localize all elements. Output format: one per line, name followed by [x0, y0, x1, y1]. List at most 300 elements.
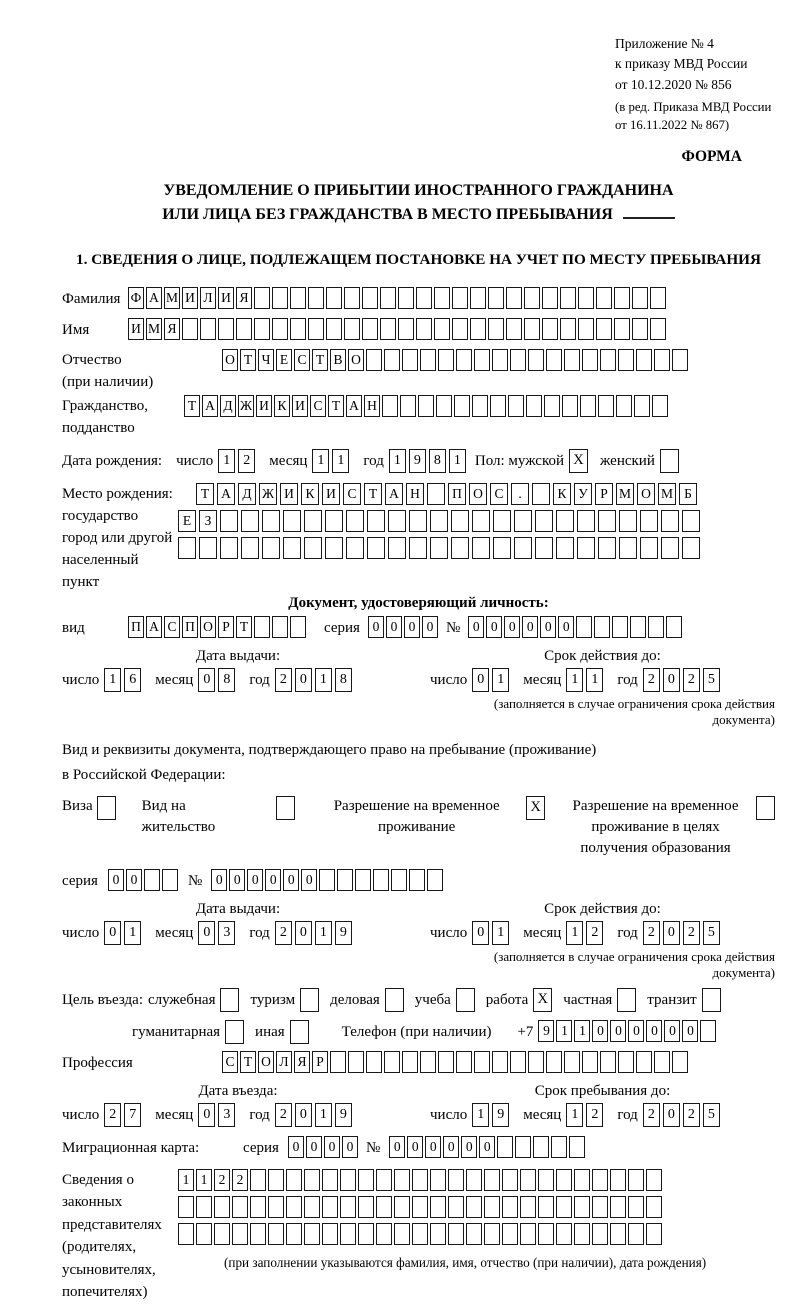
cell[interactable] — [682, 537, 700, 559]
cell[interactable] — [538, 1223, 554, 1245]
migration-series-cells[interactable] — [288, 1136, 360, 1158]
cell[interactable] — [666, 616, 682, 638]
cell[interactable] — [556, 537, 574, 559]
cell[interactable] — [384, 1051, 400, 1073]
cell[interactable] — [448, 1196, 464, 1218]
stay-year-cells[interactable] — [643, 1103, 723, 1127]
cell[interactable] — [682, 510, 700, 532]
purpose-business-checkbox[interactable] — [385, 988, 404, 1012]
cell[interactable] — [618, 1051, 634, 1073]
cell[interactable] — [304, 1169, 320, 1191]
cell[interactable]: 1 — [566, 921, 583, 945]
cell[interactable]: Р — [218, 616, 234, 638]
cell[interactable] — [497, 1136, 513, 1158]
cell[interactable] — [262, 510, 280, 532]
cell[interactable] — [344, 318, 360, 340]
cell[interactable]: П — [182, 616, 198, 638]
cell[interactable] — [241, 537, 259, 559]
cell[interactable] — [348, 1051, 364, 1073]
cell[interactable]: 1 — [566, 1103, 583, 1127]
cell[interactable] — [470, 287, 486, 309]
cell[interactable] — [358, 1223, 374, 1245]
cell[interactable]: 0 — [628, 1020, 644, 1042]
cell[interactable] — [409, 510, 427, 532]
cell[interactable]: 0 — [422, 616, 438, 638]
cell[interactable] — [409, 537, 427, 559]
cell[interactable]: 0 — [104, 921, 121, 945]
cell[interactable] — [196, 1196, 212, 1218]
purpose-transit-checkbox[interactable] — [702, 988, 721, 1012]
cell[interactable]: А — [146, 287, 162, 309]
stay-day-cells[interactable] — [472, 1103, 512, 1127]
cell[interactable] — [398, 318, 414, 340]
cell[interactable] — [362, 318, 378, 340]
cell[interactable] — [577, 510, 595, 532]
cell[interactable] — [400, 395, 416, 417]
cell[interactable]: 0 — [368, 616, 384, 638]
cell[interactable] — [178, 1223, 194, 1245]
cell[interactable]: А — [217, 483, 235, 505]
cell[interactable] — [232, 1223, 248, 1245]
cell[interactable] — [564, 349, 580, 371]
cell[interactable] — [322, 1169, 338, 1191]
cell[interactable] — [325, 510, 343, 532]
cell[interactable] — [290, 287, 306, 309]
cell[interactable] — [391, 869, 407, 891]
cell[interactable] — [472, 510, 490, 532]
cell[interactable]: Е — [178, 510, 196, 532]
cell[interactable]: 0 — [682, 1020, 698, 1042]
cell[interactable] — [636, 1051, 652, 1073]
cell[interactable] — [438, 1051, 454, 1073]
identity-valid-month-cells[interactable] — [566, 668, 606, 692]
cell[interactable] — [582, 349, 598, 371]
cell[interactable] — [488, 318, 504, 340]
cell[interactable] — [402, 349, 418, 371]
cell[interactable]: Т — [312, 349, 328, 371]
cell[interactable] — [430, 1169, 446, 1191]
cell[interactable] — [388, 510, 406, 532]
cell[interactable] — [250, 1196, 266, 1218]
cell[interactable] — [574, 1223, 590, 1245]
cell[interactable] — [502, 1223, 518, 1245]
cell[interactable]: Ч — [258, 349, 274, 371]
cell[interactable] — [492, 349, 508, 371]
given-name-cells[interactable] — [128, 318, 668, 340]
cell[interactable] — [466, 1169, 482, 1191]
cell[interactable] — [532, 483, 550, 505]
edu-permit-checkbox[interactable] — [756, 796, 775, 820]
cell[interactable]: 9 — [335, 921, 352, 945]
cell[interactable]: 0 — [664, 1020, 680, 1042]
cell[interactable] — [358, 1169, 374, 1191]
cell[interactable]: И — [280, 483, 298, 505]
cell[interactable] — [628, 1196, 644, 1218]
cell[interactable] — [178, 1196, 194, 1218]
cell[interactable]: 1 — [315, 921, 332, 945]
cell[interactable] — [337, 869, 353, 891]
identity-number-cells[interactable] — [468, 616, 684, 638]
cell[interactable]: 2 — [214, 1169, 230, 1191]
cell[interactable] — [380, 287, 396, 309]
birth-place-row3-cells[interactable] — [178, 537, 703, 559]
cell[interactable] — [515, 1136, 531, 1158]
cell[interactable]: 8 — [218, 668, 235, 692]
cell[interactable] — [493, 537, 511, 559]
identity-issue-month-cells[interactable] — [198, 668, 238, 692]
cell[interactable] — [544, 395, 560, 417]
cell[interactable] — [650, 287, 666, 309]
cell[interactable] — [560, 318, 576, 340]
cell[interactable]: К — [553, 483, 571, 505]
cell[interactable] — [456, 349, 472, 371]
cell[interactable] — [398, 287, 414, 309]
cell[interactable]: 0 — [386, 616, 402, 638]
cell[interactable]: К — [274, 395, 290, 417]
cell[interactable] — [340, 1196, 356, 1218]
cell[interactable]: . — [511, 483, 529, 505]
cell[interactable]: 0 — [283, 869, 299, 891]
cell[interactable]: Т — [184, 395, 200, 417]
cell[interactable]: 2 — [643, 668, 660, 692]
cell[interactable]: С — [490, 483, 508, 505]
cell[interactable]: 5 — [703, 1103, 720, 1127]
cell[interactable] — [542, 318, 558, 340]
cell[interactable]: 1 — [566, 668, 583, 692]
cell[interactable]: 0 — [342, 1136, 358, 1158]
cell[interactable]: 1 — [315, 668, 332, 692]
cell[interactable]: 2 — [683, 1103, 700, 1127]
cell[interactable] — [144, 869, 160, 891]
cell[interactable]: 0 — [295, 1103, 312, 1127]
cell[interactable]: 0 — [592, 1020, 608, 1042]
cell[interactable]: М — [164, 287, 180, 309]
cell[interactable] — [452, 287, 468, 309]
cell[interactable]: 2 — [275, 668, 292, 692]
cell[interactable]: Т — [236, 616, 252, 638]
cell[interactable] — [340, 1223, 356, 1245]
cell[interactable] — [200, 318, 216, 340]
cell[interactable] — [250, 1169, 266, 1191]
cell[interactable] — [520, 1169, 536, 1191]
cell[interactable]: 0 — [108, 869, 124, 891]
cell[interactable] — [616, 395, 632, 417]
cell[interactable]: В — [330, 349, 346, 371]
residence-series-cells[interactable] — [108, 869, 180, 891]
cell[interactable] — [451, 537, 469, 559]
cell[interactable] — [646, 1223, 662, 1245]
cell[interactable] — [600, 349, 616, 371]
cell[interactable]: Б — [679, 483, 697, 505]
cell[interactable] — [367, 537, 385, 559]
legal-row1-cells[interactable] — [178, 1169, 664, 1191]
cell[interactable]: 0 — [306, 1136, 322, 1158]
purpose-humanitarian-checkbox[interactable] — [225, 1020, 244, 1044]
cell[interactable]: М — [146, 318, 162, 340]
cell[interactable] — [556, 510, 574, 532]
cell[interactable]: Я — [236, 287, 252, 309]
cell[interactable]: Н — [406, 483, 424, 505]
cell[interactable] — [493, 510, 511, 532]
cell[interactable]: О — [469, 483, 487, 505]
cell[interactable]: 0 — [389, 1136, 405, 1158]
cell[interactable]: О — [222, 349, 238, 371]
cell[interactable]: 0 — [443, 1136, 459, 1158]
cell[interactable]: 2 — [275, 1103, 292, 1127]
cell[interactable] — [472, 537, 490, 559]
cell[interactable] — [436, 395, 452, 417]
cell[interactable]: 0 — [540, 616, 556, 638]
cell[interactable] — [562, 395, 578, 417]
cell[interactable]: 2 — [232, 1169, 248, 1191]
birth-month-cells[interactable] — [312, 449, 352, 473]
cell[interactable] — [434, 287, 450, 309]
cell[interactable] — [672, 349, 688, 371]
cell[interactable]: У — [574, 483, 592, 505]
cell[interactable]: 1 — [556, 1020, 572, 1042]
cell[interactable] — [598, 510, 616, 532]
cell[interactable] — [268, 1196, 284, 1218]
cell[interactable] — [574, 1169, 590, 1191]
cell[interactable] — [326, 287, 342, 309]
cell[interactable] — [304, 1196, 320, 1218]
cell[interactable]: Я — [164, 318, 180, 340]
cell[interactable] — [634, 395, 650, 417]
cell[interactable]: 1 — [586, 668, 603, 692]
cell[interactable] — [506, 318, 522, 340]
cell[interactable] — [484, 1169, 500, 1191]
cell[interactable] — [619, 537, 637, 559]
cell[interactable] — [344, 287, 360, 309]
cell[interactable]: 1 — [312, 449, 329, 473]
birth-year-cells[interactable] — [389, 449, 469, 473]
cell[interactable] — [618, 349, 634, 371]
cell[interactable] — [594, 616, 610, 638]
cell[interactable] — [199, 537, 217, 559]
cell[interactable] — [283, 537, 301, 559]
cell[interactable]: 2 — [586, 921, 603, 945]
birth-day-cells[interactable] — [218, 449, 258, 473]
patronymic-cells[interactable] — [222, 349, 690, 371]
cell[interactable]: 0 — [211, 869, 227, 891]
cell[interactable]: 0 — [198, 921, 215, 945]
cell[interactable] — [290, 616, 306, 638]
cell[interactable]: 0 — [472, 668, 489, 692]
cell[interactable] — [330, 1051, 346, 1073]
cell[interactable] — [241, 510, 259, 532]
stay-month-cells[interactable] — [566, 1103, 606, 1127]
cell[interactable] — [418, 395, 434, 417]
cell[interactable]: Т — [240, 349, 256, 371]
cell[interactable] — [533, 1136, 549, 1158]
cell[interactable] — [508, 395, 524, 417]
cell[interactable] — [582, 1051, 598, 1073]
cell[interactable] — [382, 395, 398, 417]
cell[interactable]: 3 — [218, 921, 235, 945]
cell[interactable] — [409, 869, 425, 891]
cell[interactable]: П — [448, 483, 466, 505]
cell[interactable]: Т — [328, 395, 344, 417]
purpose-official-checkbox[interactable] — [220, 988, 239, 1012]
cell[interactable] — [596, 287, 612, 309]
cell[interactable]: П — [128, 616, 144, 638]
purpose-tourism-checkbox[interactable] — [300, 988, 319, 1012]
cell[interactable]: С — [294, 349, 310, 371]
cell[interactable] — [220, 537, 238, 559]
cell[interactable]: Р — [595, 483, 613, 505]
cell[interactable] — [632, 287, 648, 309]
cell[interactable] — [325, 537, 343, 559]
cell[interactable] — [577, 537, 595, 559]
cell[interactable] — [236, 318, 252, 340]
cell[interactable]: И — [256, 395, 272, 417]
cell[interactable] — [510, 1051, 526, 1073]
cell[interactable] — [610, 1169, 626, 1191]
cell[interactable] — [394, 1169, 410, 1191]
cell[interactable] — [214, 1223, 230, 1245]
cell[interactable] — [502, 1196, 518, 1218]
cell[interactable] — [652, 395, 668, 417]
cell[interactable] — [380, 318, 396, 340]
cell[interactable] — [254, 616, 270, 638]
cell[interactable]: 2 — [643, 921, 660, 945]
cell[interactable] — [535, 510, 553, 532]
cell[interactable] — [402, 1051, 418, 1073]
cell[interactable]: 0 — [126, 869, 142, 891]
cell[interactable]: 2 — [683, 921, 700, 945]
cell[interactable] — [376, 1223, 392, 1245]
cell[interactable] — [672, 1051, 688, 1073]
cell[interactable]: И — [128, 318, 144, 340]
cell[interactable] — [580, 395, 596, 417]
cell[interactable]: 1 — [574, 1020, 590, 1042]
identity-valid-year-cells[interactable] — [643, 668, 723, 692]
phone-cells[interactable] — [538, 1020, 718, 1042]
cell[interactable] — [490, 395, 506, 417]
cell[interactable]: Н — [364, 395, 380, 417]
cell[interactable] — [376, 1196, 392, 1218]
cell[interactable]: 1 — [104, 668, 121, 692]
cell[interactable] — [268, 1223, 284, 1245]
cell[interactable]: 1 — [332, 449, 349, 473]
cell[interactable] — [661, 537, 679, 559]
cell[interactable] — [430, 537, 448, 559]
cell[interactable] — [162, 869, 178, 891]
cell[interactable]: Л — [276, 1051, 292, 1073]
cell[interactable] — [388, 537, 406, 559]
cell[interactable] — [564, 1051, 580, 1073]
residence-issue-year-cells[interactable] — [275, 921, 355, 945]
purpose-other-checkbox[interactable] — [290, 1020, 309, 1044]
cell[interactable]: М — [616, 483, 634, 505]
cell[interactable]: 7 — [124, 1103, 141, 1127]
cell[interactable] — [384, 349, 400, 371]
cell[interactable] — [526, 395, 542, 417]
cell[interactable] — [628, 1223, 644, 1245]
cell[interactable]: 8 — [429, 449, 446, 473]
cell[interactable] — [610, 1196, 626, 1218]
identity-series-cells[interactable] — [368, 616, 440, 638]
cell[interactable] — [438, 349, 454, 371]
cell[interactable]: 1 — [124, 921, 141, 945]
cell[interactable] — [598, 395, 614, 417]
cell[interactable] — [456, 1051, 472, 1073]
temp-permit-checkbox[interactable]: X — [526, 796, 545, 820]
cell[interactable] — [612, 616, 628, 638]
cell[interactable] — [470, 318, 486, 340]
cell[interactable]: 0 — [558, 616, 574, 638]
cell[interactable] — [578, 287, 594, 309]
cell[interactable]: И — [218, 287, 234, 309]
cell[interactable] — [542, 287, 558, 309]
cell[interactable] — [600, 1051, 616, 1073]
cell[interactable]: 8 — [335, 668, 352, 692]
cell[interactable] — [373, 869, 389, 891]
cell[interactable]: 2 — [275, 921, 292, 945]
cell[interactable]: 0 — [425, 1136, 441, 1158]
cell[interactable]: С — [343, 483, 361, 505]
cell[interactable]: 5 — [703, 668, 720, 692]
identity-issue-day-cells[interactable] — [104, 668, 144, 692]
cell[interactable] — [578, 318, 594, 340]
cell[interactable]: О — [637, 483, 655, 505]
cell[interactable]: О — [200, 616, 216, 638]
cell[interactable] — [286, 1169, 302, 1191]
cell[interactable] — [416, 318, 432, 340]
cell[interactable] — [420, 1051, 436, 1073]
cell[interactable] — [272, 287, 288, 309]
purpose-work-checkbox[interactable]: X — [533, 988, 552, 1012]
identity-issue-year-cells[interactable] — [275, 668, 355, 692]
cell[interactable] — [308, 318, 324, 340]
cell[interactable]: 6 — [124, 668, 141, 692]
residence-valid-year-cells[interactable] — [643, 921, 723, 945]
purpose-private-checkbox[interactable] — [617, 988, 636, 1012]
cell[interactable]: К — [301, 483, 319, 505]
cell[interactable] — [502, 1169, 518, 1191]
cell[interactable] — [619, 510, 637, 532]
cell[interactable] — [272, 318, 288, 340]
cell[interactable] — [286, 1223, 302, 1245]
cell[interactable] — [272, 616, 288, 638]
cell[interactable] — [538, 1196, 554, 1218]
cell[interactable] — [551, 1136, 567, 1158]
cell[interactable]: З — [199, 510, 217, 532]
cell[interactable]: 9 — [538, 1020, 554, 1042]
residence-valid-month-cells[interactable] — [566, 921, 606, 945]
entry-year-cells[interactable] — [275, 1103, 355, 1127]
cell[interactable] — [466, 1223, 482, 1245]
cell[interactable] — [700, 1020, 716, 1042]
cell[interactable] — [412, 1169, 428, 1191]
cell[interactable] — [427, 483, 445, 505]
cell[interactable]: 1 — [472, 1103, 489, 1127]
cell[interactable] — [614, 318, 630, 340]
cell[interactable]: 0 — [522, 616, 538, 638]
legal-row2-cells[interactable] — [178, 1196, 664, 1218]
cell[interactable] — [640, 537, 658, 559]
cell[interactable] — [632, 318, 648, 340]
cell[interactable]: А — [385, 483, 403, 505]
cell[interactable] — [362, 287, 378, 309]
cell[interactable]: 0 — [468, 616, 484, 638]
cell[interactable] — [484, 1223, 500, 1245]
cell[interactable] — [394, 1196, 410, 1218]
cell[interactable] — [448, 1223, 464, 1245]
cell[interactable]: Д — [238, 483, 256, 505]
cell[interactable] — [220, 510, 238, 532]
citizenship-cells[interactable] — [184, 395, 670, 417]
